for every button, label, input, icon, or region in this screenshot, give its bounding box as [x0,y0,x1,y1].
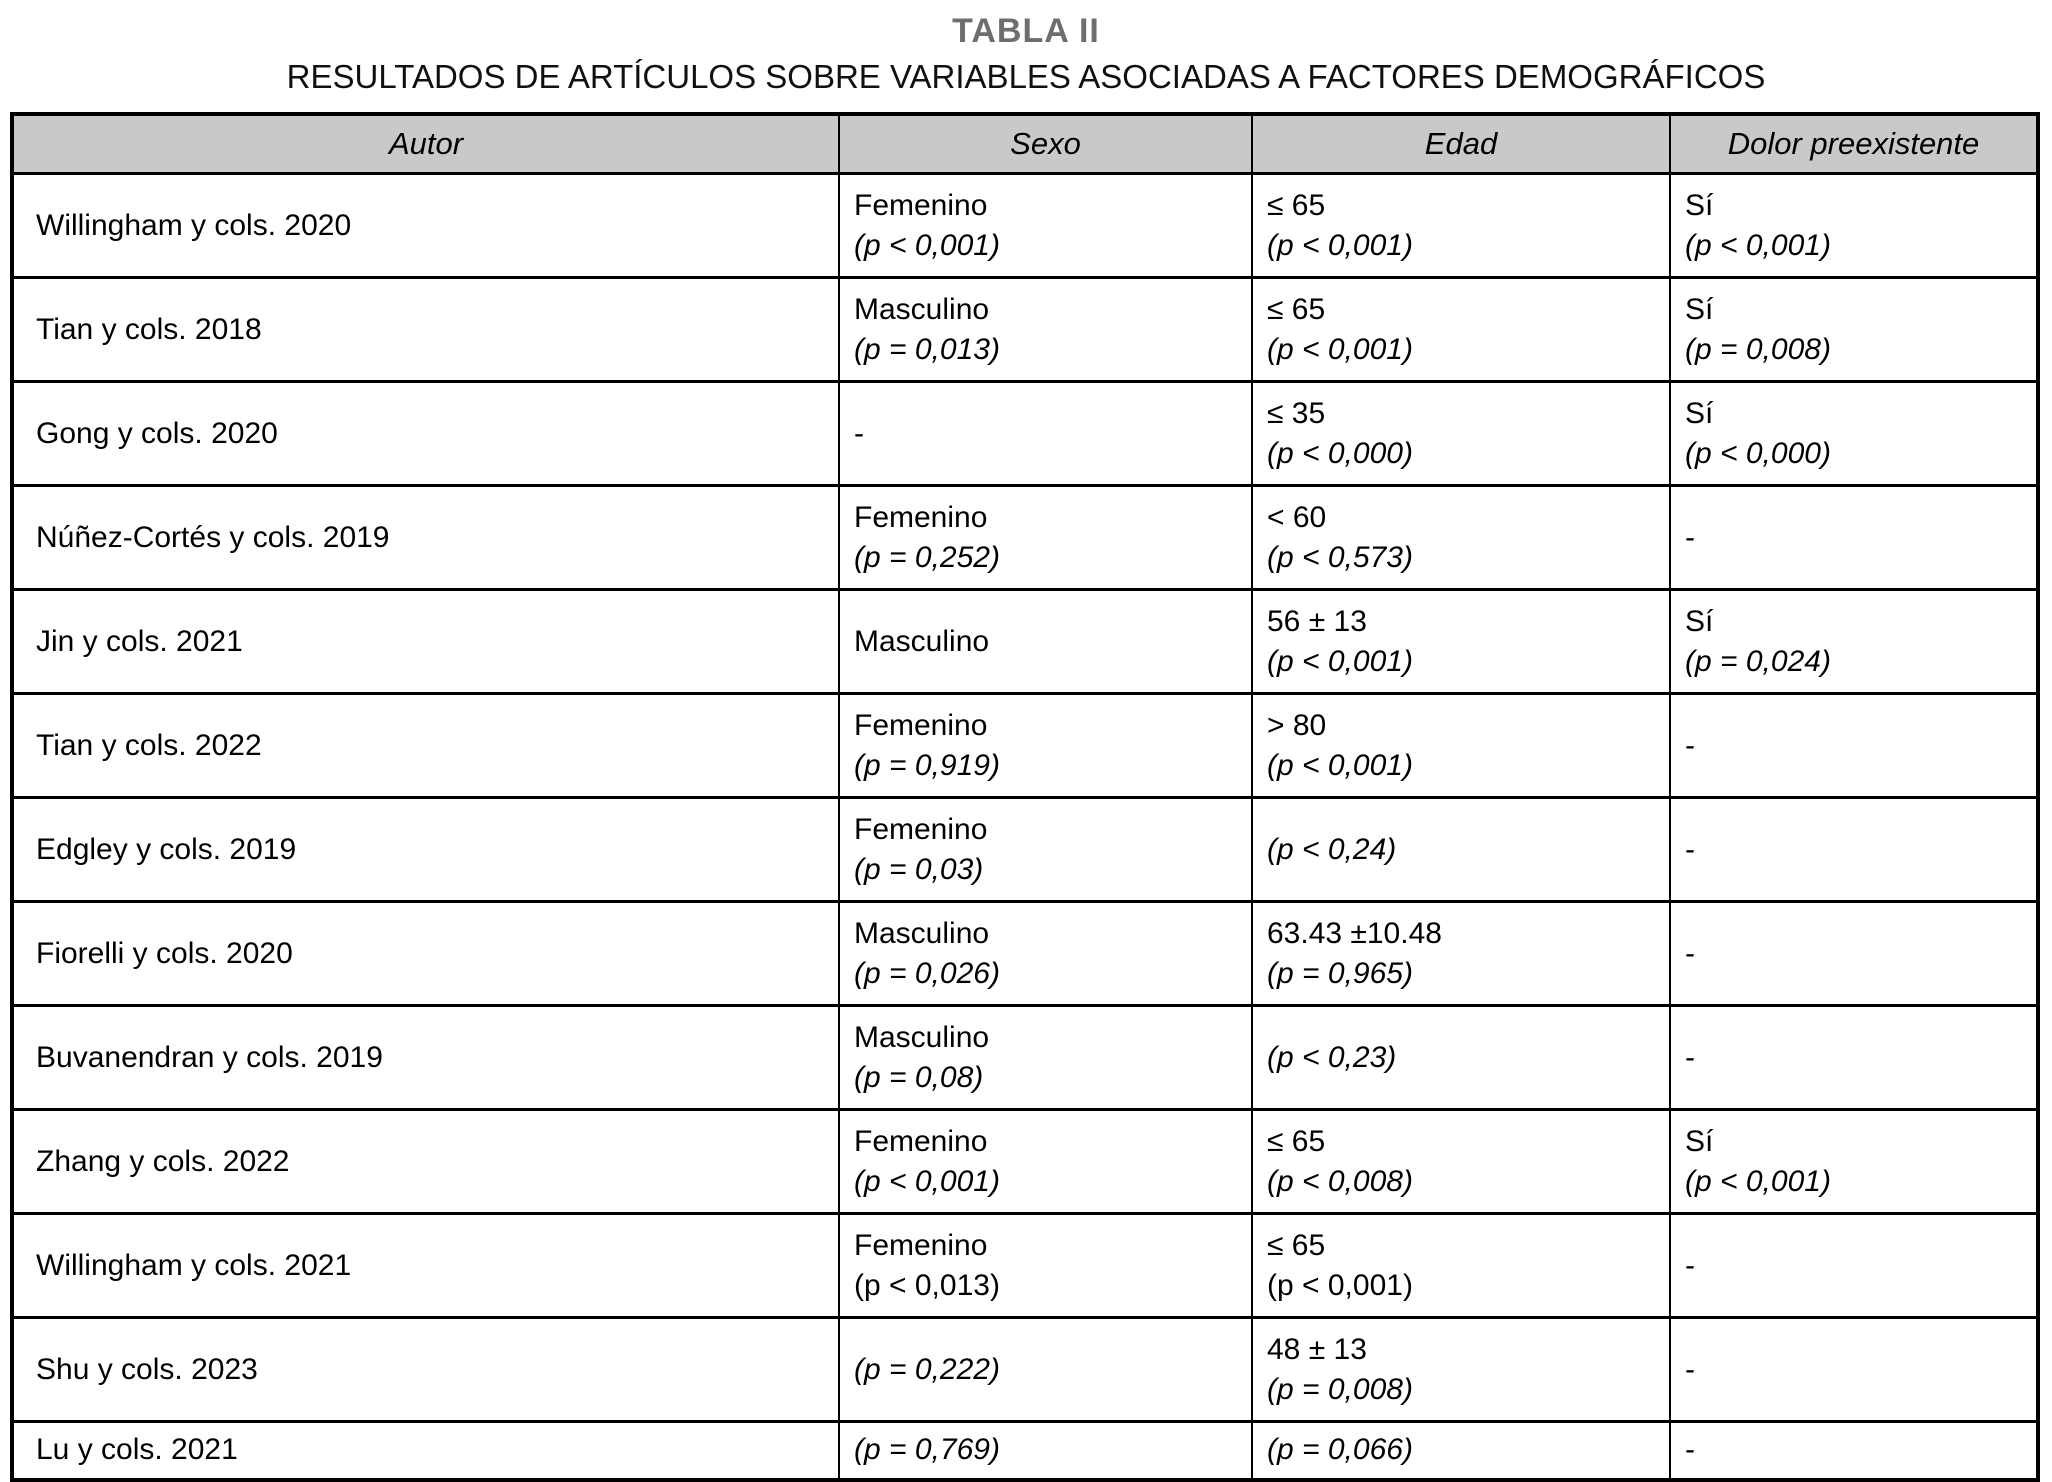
table-row [12,1214,2038,1318]
cell-line: - [1685,832,1695,866]
cell-sexo [839,1318,1252,1422]
table-row [12,798,2038,902]
cell-autor [12,694,839,798]
cell-line: - [1685,1433,1695,1467]
cell-dolor [1670,486,2038,590]
cell-line: (p < 0,001) [854,1164,1000,1198]
cell-line: (p = 0,222) [854,1352,1000,1386]
cell-sexo [839,382,1252,486]
cell-autor [12,1006,839,1110]
cell-line: Buvanendran y cols. 2019 [36,1040,383,1074]
cell-sexo [839,1214,1252,1318]
cell-line: (p = 0,08) [854,1060,984,1094]
cell-line: - [1685,1352,1695,1386]
cell-line: Willingham y cols. 2021 [36,1248,352,1282]
cell-edad [1252,278,1670,382]
cell-line: Masculino [854,916,990,950]
cell-line: - [854,416,864,450]
cell-line: Sí [1685,188,1714,222]
cell-edad [1252,1214,1670,1318]
cell-line: (p < 0,013) [854,1268,1000,1302]
cell-line: - [1685,1040,1695,1074]
cell-line: Masculino [854,624,990,658]
cell-line: < 60 [1267,500,1327,534]
table-row [12,1318,2038,1422]
cell-dolor [1670,694,2038,798]
cell-line: (p = 0,024) [1685,644,1831,678]
cell-dolor [1670,798,2038,902]
cell-autor [12,902,839,1006]
cell-sexo [839,590,1252,694]
cell-dolor [1670,1318,2038,1422]
cell-sexo [839,486,1252,590]
cell-edad [1252,382,1670,486]
cell-line: ≤ 65 [1267,292,1326,326]
cell-autor [12,382,839,486]
column-header-sexo: Sexo [839,114,1252,174]
cell-dolor [1670,1110,2038,1214]
table-body [12,174,2038,1480]
cell-line: - [1685,936,1695,970]
cell-dolor [1670,590,2038,694]
cell-autor [12,1422,839,1480]
cell-line: - [1685,728,1695,762]
cell-dolor [1670,174,2038,278]
cell-line: (p < 0,000) [1685,436,1831,470]
cell-line: Masculino [854,1020,990,1054]
cell-edad [1252,1318,1670,1422]
cell-line: Shu y cols. 2023 [36,1352,258,1386]
cell-line: (p = 0,013) [854,332,1000,366]
cell-line: - [1685,1248,1695,1282]
cell-dolor [1670,1006,2038,1110]
cell-line: Fiorelli y cols. 2020 [36,936,293,970]
table-row [12,382,2038,486]
cell-line: (p < 0,001) [854,228,1000,262]
cell-sexo [839,1422,1252,1480]
cell-dolor [1670,1422,2038,1480]
cell-line: - [1685,520,1695,554]
cell-line: (p < 0,001) [1685,1164,1831,1198]
table-row [12,1110,2038,1214]
cell-line: ≤ 35 [1267,396,1326,430]
cell-autor [12,1318,839,1422]
cell-line: (p < 0,001) [1267,644,1413,678]
cell-line: (p < 0,001) [1267,228,1413,262]
cell-line: (p = 0,769) [854,1433,1000,1467]
cell-line: (p < 0,001) [1267,748,1413,782]
cell-sexo [839,1006,1252,1110]
cell-autor [12,590,839,694]
cell-edad [1252,1422,1670,1480]
cell-autor [12,1110,839,1214]
cell-line: Tian y cols. 2018 [36,312,262,346]
cell-autor [12,486,839,590]
cell-edad [1252,1006,1670,1110]
header-row [12,114,2038,174]
cell-sexo [839,1110,1252,1214]
cell-sexo [839,278,1252,382]
results-table [10,112,2040,1482]
cell-line: (p = 0,965) [1267,956,1413,990]
cell-line: (p < 0,001) [1685,228,1831,262]
table-row [12,902,2038,1006]
cell-line: Sí [1685,604,1714,638]
cell-line: (p = 0,03) [854,852,984,886]
table-row [12,1006,2038,1110]
cell-sexo [839,694,1252,798]
cell-line: Femenino [854,708,988,742]
cell-line: (p < 0,573) [1267,540,1413,574]
cell-line: Núñez-Cortés y cols. 2019 [36,520,390,554]
cell-dolor [1670,902,2038,1006]
cell-line: (p < 0,001) [1267,332,1413,366]
cell-line: Sí [1685,292,1714,326]
cell-line: 63.43 ±10.48 [1267,916,1442,950]
cell-line: (p = 0,008) [1685,332,1831,366]
cell-line: (p < 0,23) [1267,1040,1397,1074]
page-subtitle: RESULTADOS DE ARTÍCULOS SOBRE VARIABLES ASOCIADAS A FACTORES DEMOGRÁFICOS [286,58,1766,95]
cell-autor [12,174,839,278]
table-row [12,486,2038,590]
cell-line: Jin y cols. 2021 [36,624,243,658]
cell-line: (p = 0,919) [854,748,1000,782]
cell-line: Lu y cols. 2021 [36,1433,238,1467]
cell-edad [1252,798,1670,902]
column-header-autor: Autor [12,114,839,174]
cell-line: Femenino [854,1228,988,1262]
cell-sexo [839,902,1252,1006]
table-row [12,694,2038,798]
cell-line: Edgley y cols. 2019 [36,832,297,866]
cell-autor [12,798,839,902]
cell-line: Femenino [854,1124,988,1158]
cell-edad [1252,902,1670,1006]
cell-edad [1252,174,1670,278]
cell-line: Tian y cols. 2022 [36,728,262,762]
cell-line: (p = 0,066) [1267,1433,1413,1467]
cell-dolor [1670,382,2038,486]
cell-edad [1252,486,1670,590]
cell-line: Masculino [854,292,990,326]
cell-line: ≤ 65 [1267,1124,1326,1158]
cell-line: Gong y cols. 2020 [36,416,278,450]
table-row [12,174,2038,278]
cell-line: Sí [1685,1124,1714,1158]
cell-line: Femenino [854,500,988,534]
cell-line: (p = 0,026) [854,956,1000,990]
cell-edad [1252,590,1670,694]
cell-sexo [839,174,1252,278]
cell-line: Zhang y cols. 2022 [36,1144,290,1178]
cell-autor [12,278,839,382]
table-row [12,1422,2038,1480]
cell-line: (p < 0,24) [1267,832,1397,866]
cell-line: Femenino [854,188,988,222]
cell-line: > 80 [1267,708,1327,742]
cell-line: (p = 0,008) [1267,1372,1413,1406]
cell-edad [1252,1110,1670,1214]
cell-line: (p < 0,000) [1267,436,1413,470]
column-header-dolor: Dolor preexistente [1670,114,2038,174]
table-row [12,590,2038,694]
cell-autor [12,1214,839,1318]
cell-edad [1252,694,1670,798]
table-row [12,278,2038,382]
cell-dolor [1670,278,2038,382]
cell-dolor [1670,1214,2038,1318]
cell-line: (p = 0,252) [854,540,1000,574]
page-title: TABLA II [952,12,1100,50]
cell-line: (p < 0,008) [1267,1164,1413,1198]
cell-line: Willingham y cols. 2020 [36,208,352,242]
cell-line: 48 ± 13 [1267,1332,1367,1366]
cell-line: ≤ 65 [1267,1228,1326,1262]
cell-line: Sí [1685,396,1714,430]
column-header-edad: Edad [1252,114,1670,174]
cell-line: (p < 0,001) [1267,1268,1413,1302]
cell-line: ≤ 65 [1267,188,1326,222]
cell-line: Femenino [854,812,988,846]
cell-line: 56 ± 13 [1267,604,1367,638]
cell-sexo [839,798,1252,902]
